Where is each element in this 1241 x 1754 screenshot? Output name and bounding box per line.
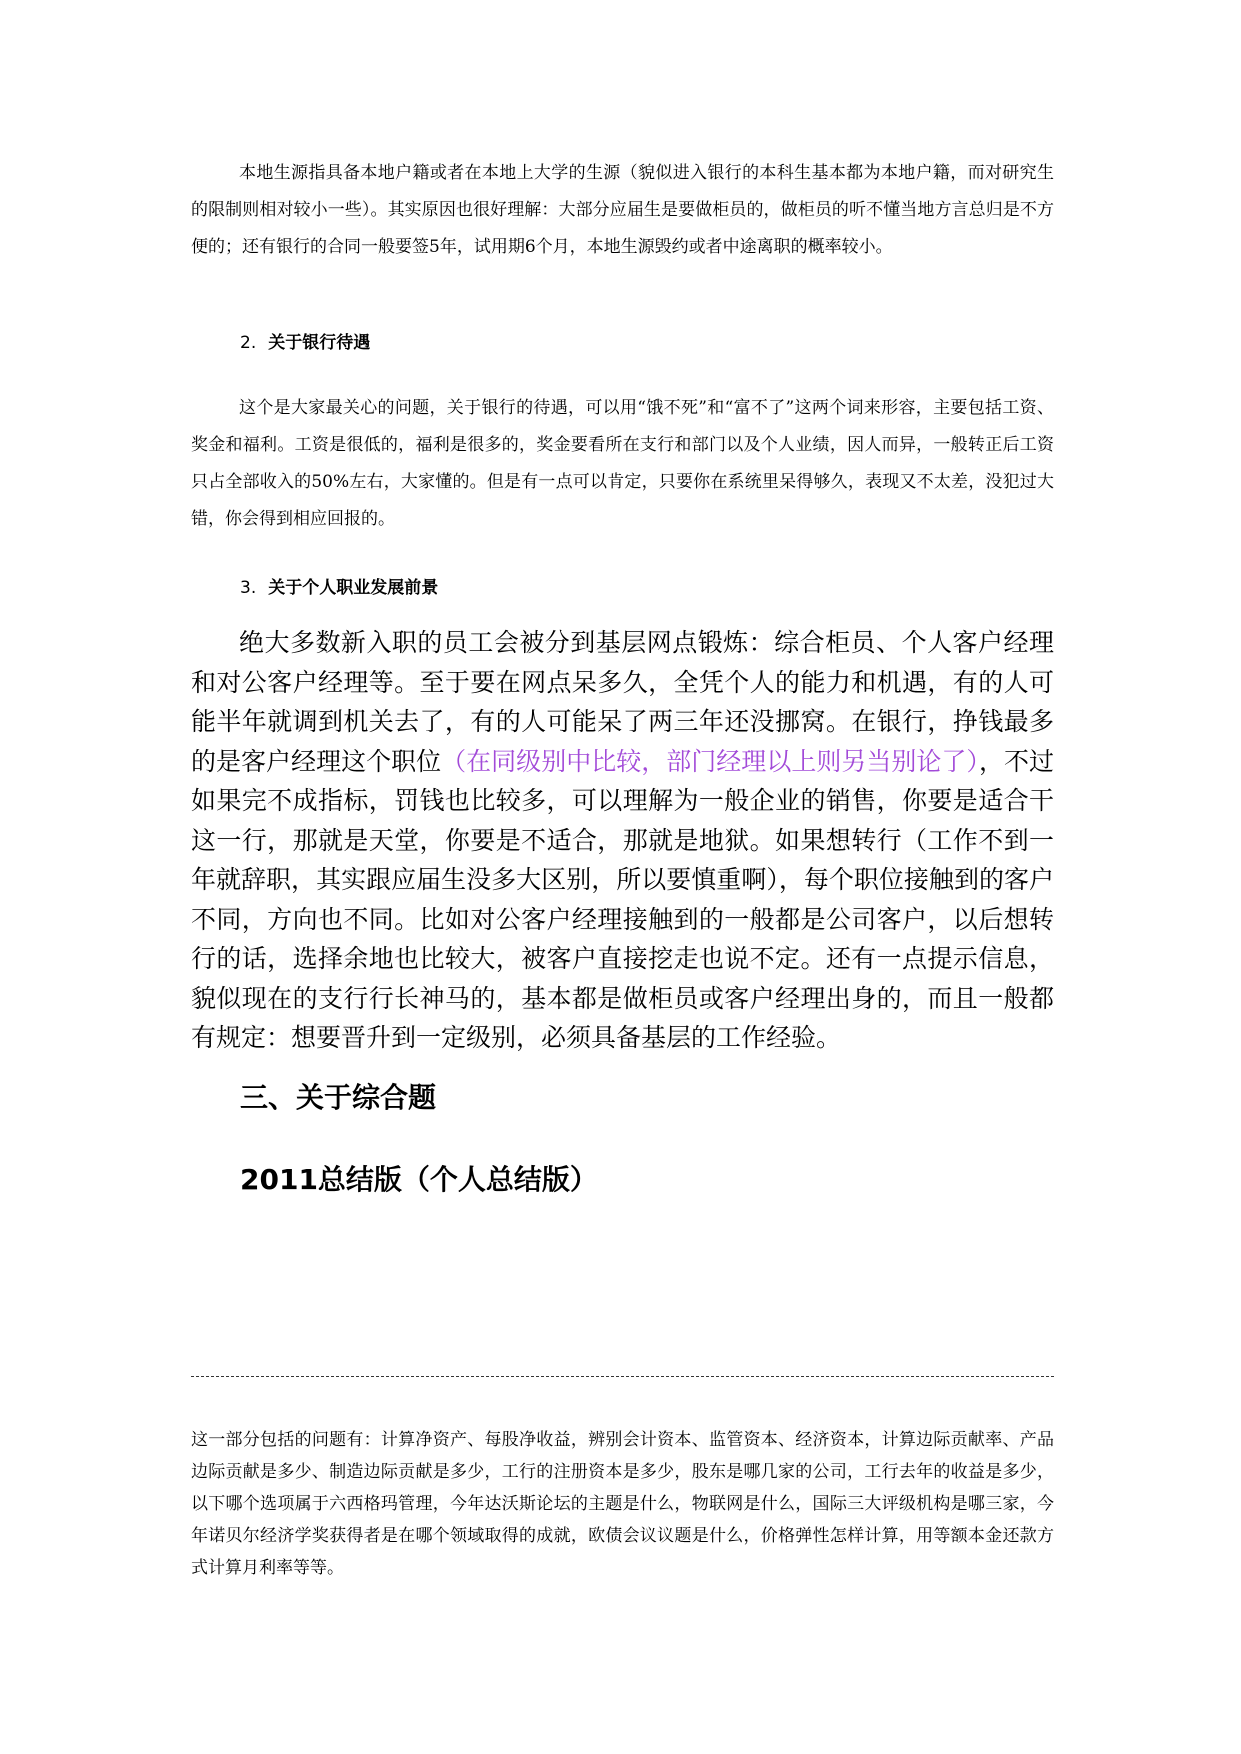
dashed-divider [191,1376,1054,1377]
section-3-heading [240,573,438,598]
section-2-title: 关于银行待遇 [268,333,371,353]
paragraph-career-part2: ，不过如果完不成指标，罚钱也比较多，可以理解为一般企业的销售，你要是适合干这一行，那就是天堂，你要是不适合，那就是地狱。如果想转行（工作不到一年就辞职，其实跟应届生没多大区别，所以要慎重啊），每个职位接触到的客户不同，方向也不同。比如对公客户经理接触到的一般都是公司客户，以后想转行的话，选择余地也比较大，被客户直接挖走也说不定。还有一点提示信息，貌似现在的支行行长神马的，基本都是做柜员或客户经理出身的，而且一般都有规定：想要晋升到一定级别，必须具备基层的工作经验。 [191,746,1054,1052]
section-2-number: 2. [240,333,257,353]
paragraph-career [191,623,1054,1058]
heading-part3: 三、关于综合题 [240,1081,437,1114]
paragraph-career-part1: 绝大多数新入职的员工会被分到基层网点锻炼：综合柜员、个人客户经理和对公客户经理等。至于要在网点呆多久，全凭个人的能力和机遇，有的人可能半年就调到机关去了，有的人可能呆了两三年还没挪窝。在银行，挣钱最多的是客户经理这个职位 [191,628,1054,776]
paragraph-summary: 这一部分包括的问题有：计算净资产、每股净收益，辨别会计资本、监管资本、经济资本，计算边际贡献率、产品边际贡献是多少、制造边际贡献是多少，工行的注册资本是多少，股东是哪几家的公司，工行去年的收益是多少，以下哪个选项属于六西格玛管理，今年达沃斯论坛的主题是什么，物联网是什么，国际三大评级机构是哪三家，今年诺贝尔经济学奖获得者是在哪个领域取得的成就，欧债会议议题是什么，价格弹性怎样计算，用等额本金还款方式计算月利率等等。 [191,1430,1054,1578]
section-2-heading [240,328,370,353]
paragraph-local-students: 本地生源指具备本地户籍或者在本地上大学的生源（貌似进入银行的本科生基本都为本地户籍，而对研究生的限制则相对较小一些）。其实原因也很好理解：大部分应届生是要做柜员的，做柜员的听不懂当地方言总归是不方便的；还有银行的合同一般要签5年，试用期6个月，本地生源毁约或者中途离职的概率较小。 [191,163,1054,257]
heading-summary: 2011总结版（个人总结版） [240,1163,598,1196]
section-3-title: 关于个人职业发展前景 [268,578,439,598]
paragraph-career-highlight: （在同级别中比较，部门经理以上则另当别论了） [441,746,979,776]
section-3-number: 3. [240,578,257,598]
paragraph-benefits: 这个是大家最关心的问题，关于银行的待遇，可以用“饿不死”和“富不了”这两个词来形容，主要包括工资、奖金和福利。工资是很低的，福利是很多的，奖金要看所在支行和部门以及个人业绩，因人而异，一般转正后工资只占全部收入的50%左右，大家懂的。但是有一点可以肯定，只要你在系统里呆得够久，表现又不太差，没犯过大错，你会得到相应回报的。 [191,398,1054,529]
